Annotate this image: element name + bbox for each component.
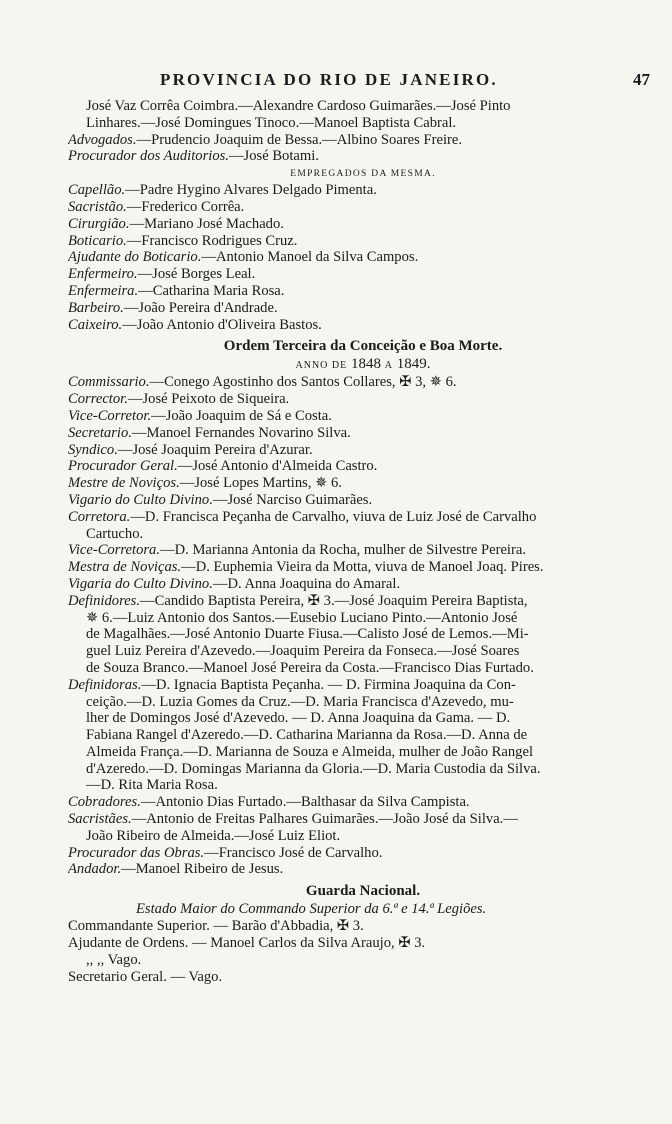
- ordem-line: [68, 593, 658, 610]
- employee-line-label: Sacristão.: [68, 198, 127, 215]
- employee-line: [68, 317, 658, 334]
- ordem-line-text: —José Joaquim Pereira d'Azurar.: [117, 441, 313, 458]
- ordem-line: [68, 761, 658, 778]
- employee-line-text: —José Borges Leal.: [137, 266, 256, 283]
- ordem-line-label: Mestra de Noviças.: [68, 559, 182, 576]
- employee-line-text: —Frederico Corrêa.: [126, 198, 245, 215]
- ordem-line-label: Procurador Geral.: [68, 458, 178, 475]
- guarda-line-text: Secretario Geral. — Vago.: [68, 968, 223, 985]
- ordem-line-text: —D. Ignacia Baptista Peçanha. — D. Firmina Joaquina da Con-: [141, 676, 516, 693]
- employee-line: [68, 216, 658, 233]
- employee-line: [68, 233, 658, 250]
- ordem-line: [68, 811, 658, 828]
- employee-line: [68, 249, 658, 266]
- ordem-line: [68, 677, 658, 694]
- ordem-line-text: —Manoel Fernandes Novarino Silva.: [131, 424, 351, 441]
- guarda-subheading: Estado Maior do Commando Superior da 6.ª e 14.ª Legiões.: [136, 901, 487, 918]
- ordem-line: [68, 408, 658, 425]
- employee-line: [68, 283, 658, 300]
- ordem-line-text: de Souza Branco.—Manoel José Pereira da Costa.—Francisco Dias Furtado.: [86, 659, 534, 676]
- employee-line-text: —Francisco Rodrigues Cruz.: [126, 232, 298, 249]
- entry-line: [68, 98, 658, 115]
- ordem-line-label: Mestre de Noviços.: [68, 475, 180, 492]
- page-title: PROVINCIA DO RIO DE JANEIRO.: [160, 70, 498, 89]
- guarda-line-text: Ajudante de Ordens. — Manoel Carlos da Silva Araujo, ✠ 3.: [68, 935, 426, 952]
- entry-line: [68, 132, 658, 149]
- ordem-line: [68, 458, 658, 475]
- ordem-line-text: —Antonio de Freitas Palhares Guimarães.—João José da Silva.—: [131, 811, 518, 828]
- guarda-line: [68, 918, 658, 935]
- ordem-line-label: Definidores.: [68, 592, 141, 609]
- ordem-line-text: —D. Marianna Antonia da Rocha, mulher de Silvestre Pereira.: [160, 542, 526, 559]
- ordem-line: [68, 610, 658, 627]
- ordem-line-text: —José Peixoto de Siqueira.: [127, 391, 290, 408]
- ordem-line-label: Vice-Corretora.: [68, 542, 161, 559]
- ordem-line: [68, 828, 658, 845]
- ordem-line: [68, 794, 658, 811]
- page-number: 47: [633, 70, 650, 89]
- guarda-line: [68, 935, 658, 952]
- ordem-line-text: Almeida França.—D. Marianna de Souza e Almeida, mulher de João Rangel: [86, 743, 533, 760]
- ordem-line: [68, 845, 658, 862]
- guarda-line-text: Commandante Superior. — Barão d'Abbadia, ✠ 3.: [68, 918, 364, 935]
- employee-line-text: —Mariano José Machado.: [129, 215, 284, 232]
- year-prefix: ANNO DE: [295, 360, 348, 372]
- ordem-line-label: Andador.: [68, 861, 122, 878]
- ordem-line-text: —D. Euphemia Vieira da Motta, viuva de Manoel Joaq. Pires.: [181, 559, 544, 576]
- ordem-line: [68, 526, 658, 543]
- ordem-line: [68, 542, 658, 559]
- ordem-line: [68, 425, 658, 442]
- ordem-line: [68, 710, 658, 727]
- ordem-line-text: guel Luiz Pereira d'Azevedo.—Joaquim Pereira da Fonseca.—José Soares: [86, 643, 520, 660]
- entry-line-text: José Vaz Corrêa Coimbra.—Alexandre Cardoso Guimarães.—José Pinto: [86, 98, 511, 114]
- employee-line-label: Ajudante do Boticario.: [68, 249, 202, 266]
- entry-line: [68, 148, 658, 165]
- employees-heading: EMPREGADOS DA MESMA.: [290, 169, 436, 180]
- ordem-line: [68, 559, 658, 576]
- ordem-line: [68, 626, 658, 643]
- ordem-line: [68, 391, 658, 408]
- ordem-line-text: —João Joaquim de Sá e Costa.: [151, 407, 332, 424]
- guarda-list: [68, 918, 658, 985]
- ordem-year: [68, 356, 658, 374]
- employee-line-label: Cirurgião.: [68, 215, 130, 232]
- ordem-line-text: —Francisco José de Carvalho.: [204, 844, 383, 861]
- employee-line: [68, 182, 658, 199]
- employee-line-label: Capellão.: [68, 182, 126, 199]
- ordem-line: [68, 509, 658, 526]
- employee-line: [68, 300, 658, 317]
- ordem-line-text: —Manoel Ribeiro de Jesus.: [121, 861, 284, 878]
- employee-line-text: —Padre Hygino Alvares Delgado Pimenta.: [125, 182, 377, 199]
- ordem-line-label: Syndico.: [68, 441, 118, 458]
- year-start: 1848: [350, 356, 381, 373]
- employee-line: [68, 199, 658, 216]
- ordem-line: [68, 727, 658, 744]
- entry-line-label: Procurador dos Auditorios.: [68, 148, 229, 165]
- entry-line-text: —José Botami.: [228, 148, 319, 165]
- ordem-line-text: —Conego Agostinho dos Santos Collares, ✠ 3, ✵ 6.: [149, 374, 457, 391]
- employee-line-label: Enfermeira.: [68, 282, 139, 299]
- ordem-line-text: Fabiana Rangel d'Azeredo.—D. Catharina Marianna da Rosa.—D. Anna de: [86, 727, 528, 744]
- ordem-line-text: ceição.—D. Luzia Gomes da Cruz.—D. Maria Francisca d'Azevedo, mu-: [86, 693, 514, 710]
- ordem-heading: Ordem Terceira da Conceição e Boa Morte.: [223, 338, 503, 355]
- ordem-line-label: Vigario do Culto Divino.: [68, 491, 213, 508]
- ordem-line-text: ✵ 6.—Luiz Antonio dos Santos.—Eusebio Luciano Pinto.—Antonio José: [86, 609, 518, 626]
- ordem-line-label: Corretora.: [68, 508, 131, 525]
- employee-line-text: —Catharina Maria Rosa.: [138, 282, 285, 299]
- guarda-line: [68, 952, 658, 969]
- ordem-line-label: Vice-Corretor.: [68, 407, 152, 424]
- employee-line: [68, 266, 658, 283]
- guarda-line: [68, 969, 658, 986]
- entry-line-text: —Prudencio Joaquim de Bessa.—Albino Soares Freire.: [136, 131, 462, 148]
- entry-line-label: Advogados.: [68, 131, 137, 148]
- ordem-line-text: —D. Anna Joaquina do Amaral.: [212, 575, 401, 592]
- employee-line-text: —Antonio Manoel da Silva Campos.: [201, 249, 419, 266]
- entry-line-text: Linhares.—José Domingues Tinoco.—Manoel Baptista Cabral.: [86, 114, 457, 131]
- ordem-line-label: Corrector.: [68, 391, 128, 408]
- page-body: [68, 98, 658, 985]
- guarda-heading: Guarda Nacional.: [305, 883, 421, 900]
- ordem-line-text: —José Narciso Guimarães.: [212, 491, 373, 508]
- ordem-line-text: Cartucho.: [86, 525, 144, 542]
- ordem-line: [68, 861, 658, 878]
- employees-list: [68, 182, 658, 333]
- ordem-line: [68, 777, 658, 794]
- guarda-line-text: ,, ,, Vago.: [86, 951, 142, 968]
- ordem-line-label: Commissario.: [68, 374, 150, 391]
- ordem-line: [68, 694, 658, 711]
- ordem-line-text: —Candido Baptista Pereira, ✠ 3.—José Joaquim Pereira Baptista,: [140, 592, 528, 609]
- ordem-line-text: —D. Francisca Peçanha de Carvalho, viuva de Luiz José de Carvalho: [130, 508, 537, 525]
- ordem-line-label: Vigaria do Culto Divino.: [68, 575, 213, 592]
- year-mid: A: [384, 360, 393, 372]
- continued-entries: [68, 98, 658, 165]
- employee-line-text: —João Pereira d'Andrade.: [123, 299, 278, 316]
- ordem-line-label: Definidoras.: [68, 676, 142, 693]
- ordem-line-text: —Antonio Dias Furtado.—Balthasar da Silva Campista.: [140, 794, 470, 811]
- ordem-list: [68, 374, 658, 878]
- year-end: 1849.: [396, 356, 431, 373]
- ordem-line: [68, 643, 658, 660]
- ordem-line-text: —D. Rita Maria Rosa.: [86, 777, 218, 794]
- ordem-line: [68, 744, 658, 761]
- ordem-line-text: João Ribeiro de Almeida.—José Luiz Eliot.: [86, 827, 341, 844]
- ordem-line-label: Procurador das Obras.: [68, 844, 205, 861]
- ordem-line: [68, 442, 658, 459]
- employee-line-label: Boticario.: [68, 232, 127, 249]
- ordem-line-text: lher de Domingos José d'Azevedo. — D. Anna Joaquina da Gama. — D.: [86, 710, 511, 727]
- ordem-line: [68, 660, 658, 677]
- employee-line-label: Enfermeiro.: [68, 266, 138, 283]
- ordem-line-text: —José Lopes Martins, ✵ 6.: [179, 475, 342, 492]
- ordem-line-text: d'Azeredo.—D. Domingas Marianna da Gloria.—D. Maria Custodia da Silva.: [86, 760, 541, 777]
- entry-line: [68, 115, 658, 132]
- ordem-line: [68, 492, 658, 509]
- employee-line-label: Barbeiro.: [68, 299, 124, 316]
- ordem-line-label: Sacristães.: [68, 811, 132, 828]
- ordem-line: [68, 576, 658, 593]
- ordem-line-label: Cobradores.: [68, 794, 141, 811]
- ordem-line-text: —José Antonio d'Almeida Castro.: [177, 458, 378, 475]
- ordem-line-label: Secretario.: [68, 424, 132, 441]
- page-header: [0, 70, 672, 94]
- ordem-line-text: de Magalhães.—José Antonio Duarte Fiusa.—Calisto José de Lemos.—Mi-: [86, 626, 529, 643]
- ordem-line: [68, 475, 658, 492]
- employee-line-label: Caixeiro.: [68, 316, 123, 333]
- employee-line-text: —João Antonio d'Oliveira Bastos.: [122, 316, 322, 333]
- ordem-line: [68, 374, 658, 391]
